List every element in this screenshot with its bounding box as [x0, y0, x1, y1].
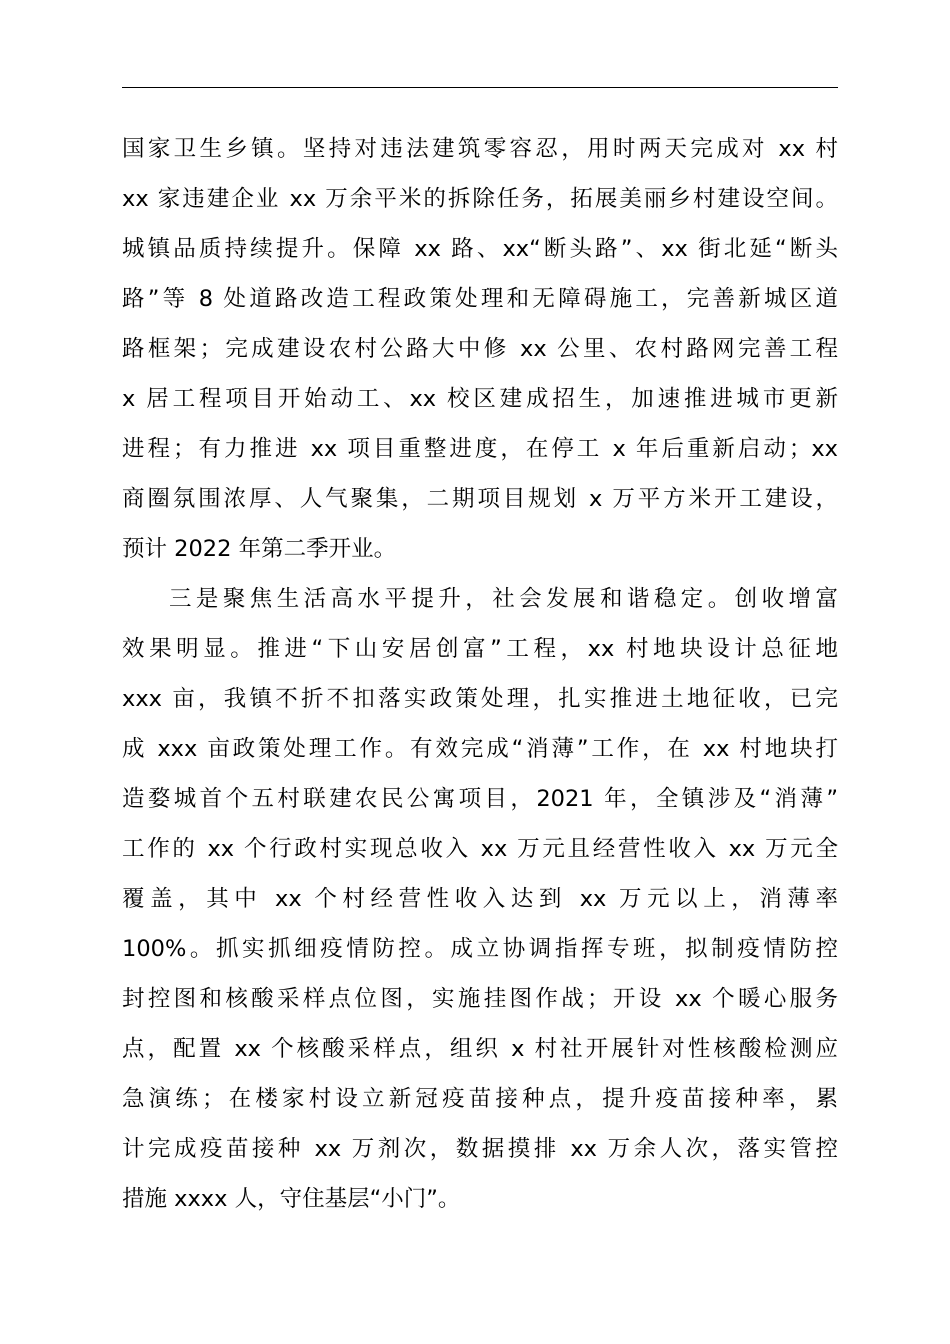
text-line: 覆盖，其中 xx 个村经营性收入达到 xx 万元以上，消薄率	[122, 886, 838, 912]
text-line: 预计 2022 年第二季开业。	[122, 536, 397, 562]
text-line: 国家卫生乡镇。坚持对违法建筑零容忍，用时两天完成对 xx 村	[122, 136, 838, 162]
text-line: 三是聚焦生活高水平提升，社会发展和谐稳定。创收增富	[169, 586, 838, 612]
text-line: 效果明显。推进“下山安居创富”工程，xx 村地块设计总征地	[122, 636, 838, 662]
text-line: 路”等 8 处道路改造工程政策处理和无障碍施工，完善新城区道	[122, 286, 838, 312]
body-text	[122, 124, 838, 1224]
header-rule	[122, 87, 838, 88]
text-line: 商圈氛围浓厚、人气聚集，二期项目规划 x 万平方米开工建设，	[122, 486, 838, 512]
text-line: 措施 xxxx 人，守住基层“小门”。	[122, 1186, 461, 1212]
paragraph-2	[122, 574, 838, 1224]
text-line: x 居工程项目开始动工、xx 校区建成招生，加速推进城市更新	[122, 386, 838, 412]
text-line: xx 家违建企业 xx 万余平米的拆除任务，拓展美丽乡村建设空间。	[122, 186, 838, 212]
text-line: 计完成疫苗接种 xx 万剂次，数据摸排 xx 万余人次，落实管控	[122, 1136, 838, 1162]
text-line: 进程；有力推进 xx 项目重整进度，在停工 x 年后重新启动；xx	[122, 436, 838, 462]
text-line: 工作的 xx 个行政村实现总收入 xx 万元且经营性收入 xx 万元全	[122, 836, 838, 862]
text-line: 城镇品质持续提升。保障 xx 路、xx“断头路”、xx 街北延“断头	[122, 236, 838, 262]
text-line: 100%。抓实抓细疫情防控。成立协调指挥专班，拟制疫情防控	[122, 936, 838, 962]
text-line: 成 xxx 亩政策处理工作。有效完成“消薄”工作，在 xx 村地块打	[122, 736, 838, 762]
text-line: 封控图和核酸采样点位图，实施挂图作战；开设 xx 个暖心服务	[122, 986, 838, 1012]
text-line: 点，配置 xx 个核酸采样点，组织 x 村社开展针对性核酸检测应	[122, 1036, 838, 1062]
paragraph-1	[122, 124, 838, 574]
text-line: 急演练；在楼家村设立新冠疫苗接种点，提升疫苗接种率，累	[122, 1086, 838, 1112]
text-line: 造婺城首个五村联建农民公寓项目，2021 年，全镇涉及“消薄”	[122, 786, 838, 812]
text-line: 路框架；完成建设农村公路大中修 xx 公里、农村路网完善工程	[122, 336, 838, 362]
text-line: xxx 亩，我镇不折不扣落实政策处理，扎实推进土地征收，已完	[122, 686, 838, 712]
